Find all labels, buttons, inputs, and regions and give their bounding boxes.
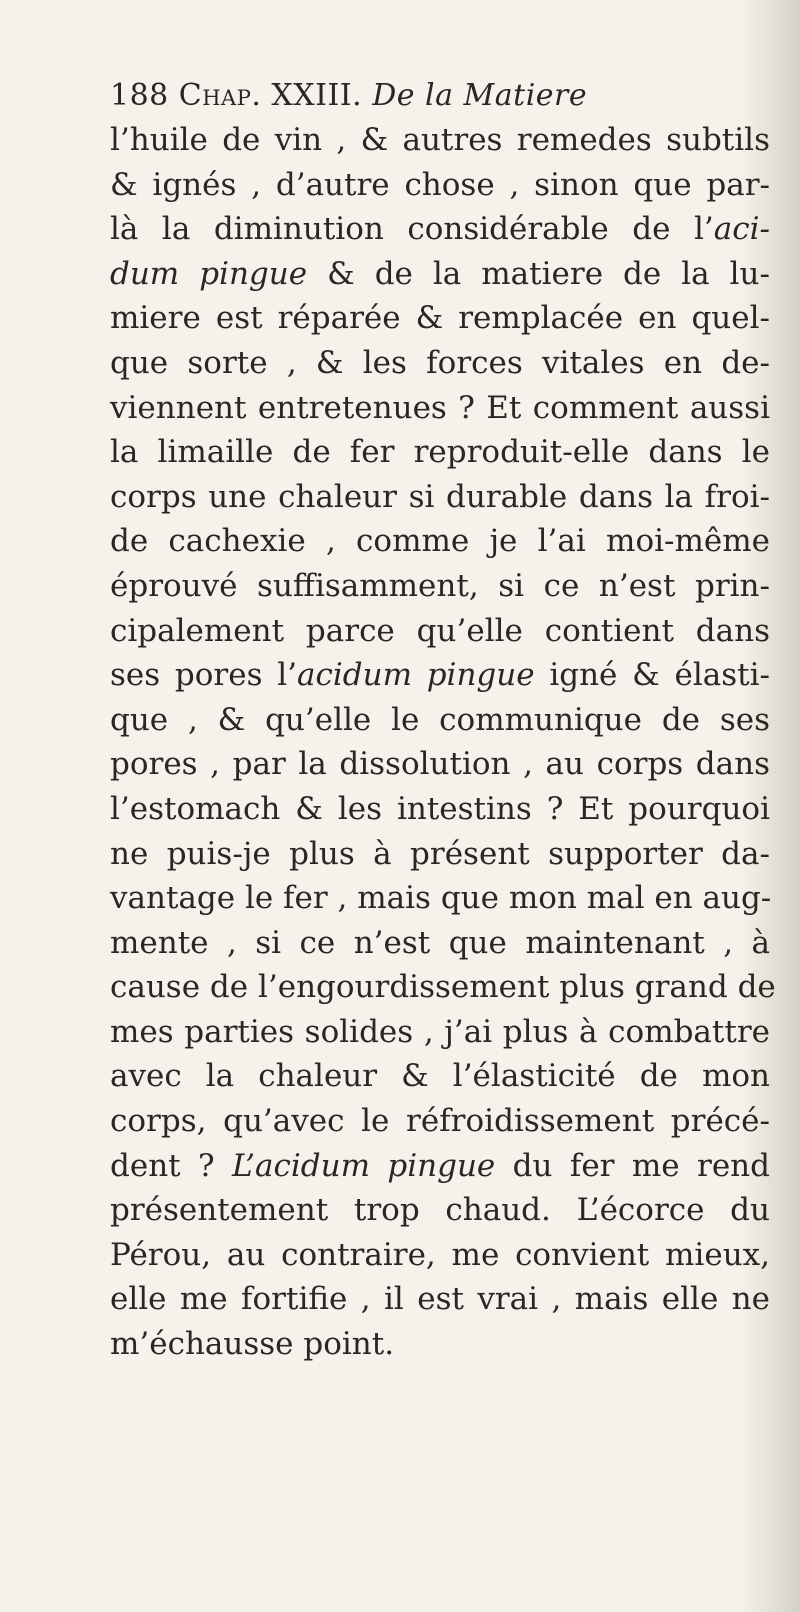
- text-line: [110, 698, 770, 743]
- chapter-number: XXIII.: [271, 78, 363, 113]
- text-segment: m’échausse point.: [110, 1326, 395, 1363]
- running-header: [110, 78, 587, 113]
- text-segment: ses pores l’: [110, 657, 297, 694]
- page-number: 188: [110, 78, 169, 113]
- text-line: [110, 876, 770, 921]
- text-line: [110, 609, 770, 654]
- text-segment: miere est réparée & remplacée en quel-: [110, 300, 770, 337]
- text-line: [110, 519, 770, 564]
- text-line: [110, 965, 776, 1010]
- text-line: [110, 832, 770, 877]
- italic-text: aci-: [713, 211, 770, 248]
- chapter-label: Chap.: [178, 78, 262, 113]
- text-segment: éprouvé suffisamment, si ce n’est prin-: [110, 567, 770, 604]
- text-line: [110, 921, 770, 966]
- text-segment: pores , par la dissolution , au corps dans: [110, 746, 770, 783]
- running-title: De la Matiere: [372, 78, 588, 113]
- text-segment: elle me fortifie , il est vrai , mais elle ne: [110, 1281, 770, 1318]
- text-segment: dent ?: [110, 1147, 233, 1184]
- text-segment: viennent entretenues ? Et comment aussi: [110, 389, 770, 426]
- text-segment: que , & qu’elle le communique de ses: [110, 701, 770, 738]
- text-line: [110, 386, 770, 431]
- text-line: [110, 1277, 770, 1322]
- text-line: [110, 1054, 770, 1099]
- text-segment: avec la chaleur & l’élasticité de mon: [110, 1058, 770, 1095]
- text-segment: cause de l’engourdissement plus grand de: [110, 969, 776, 1006]
- text-line: [110, 341, 770, 386]
- text-segment: & de la matiere de la lu-: [307, 255, 770, 292]
- text-line: [110, 252, 770, 297]
- text-segment: la limaille de fer reproduit-elle dans le: [110, 434, 770, 471]
- text-line: [110, 787, 770, 832]
- text-segment: vantage le fer , mais que mon mal en aug-: [110, 880, 772, 917]
- text-segment: ne puis-je plus à présent supporter da-: [110, 835, 770, 872]
- text-segment: de cachexie , comme je l’ai moi-même: [110, 523, 770, 560]
- text-segment: que sorte , & les forces vitales en de-: [110, 344, 770, 381]
- text-line: [110, 1322, 770, 1367]
- text-line: [110, 430, 770, 475]
- text-line: [110, 207, 770, 252]
- text-line: [110, 163, 770, 208]
- text-line: [110, 1233, 770, 1278]
- text-segment: là la diminution considérable de l’: [110, 211, 714, 248]
- text-segment: corps une chaleur si durable dans la froi-: [110, 478, 770, 515]
- text-segment: & ignés , d’autre chose , sinon que par-: [110, 166, 770, 203]
- text-line: [110, 1099, 770, 1144]
- text-segment: l’estomach & les intestins ? Et pourquoi: [110, 790, 770, 827]
- text-segment: corps, qu’avec le réfroidissement précé-: [110, 1103, 770, 1140]
- text-line: [110, 1010, 770, 1055]
- text-segment: igné & élasti-: [534, 657, 770, 694]
- body-text: [110, 118, 776, 1367]
- text-segment: Pérou, au contraire, me convient mieux,: [110, 1236, 770, 1273]
- text-segment: présentement trop chaud. L’écorce du: [110, 1192, 770, 1229]
- italic-text: L’acidum pingue: [232, 1147, 496, 1184]
- text-line: [110, 475, 770, 520]
- text-segment: mes parties solides , j’ai plus à combattre: [110, 1013, 770, 1050]
- text-line: [110, 1188, 770, 1233]
- text-line: [110, 1144, 770, 1189]
- text-segment: cipalement parce qu’elle contient dans: [110, 612, 770, 649]
- italic-text: acidum pingue: [297, 657, 535, 694]
- text-line: [110, 118, 770, 163]
- text-line: [110, 296, 770, 341]
- text-segment: l’huile de vin , & autres remedes subtils: [110, 122, 770, 158]
- text-segment: mente , si ce n’est que maintenant , à: [110, 924, 770, 961]
- italic-text: dum pingue: [110, 255, 308, 292]
- text-segment: du fer me rend: [495, 1147, 770, 1184]
- text-line: [110, 653, 770, 698]
- text-line: [110, 564, 770, 609]
- text-line: [110, 742, 770, 787]
